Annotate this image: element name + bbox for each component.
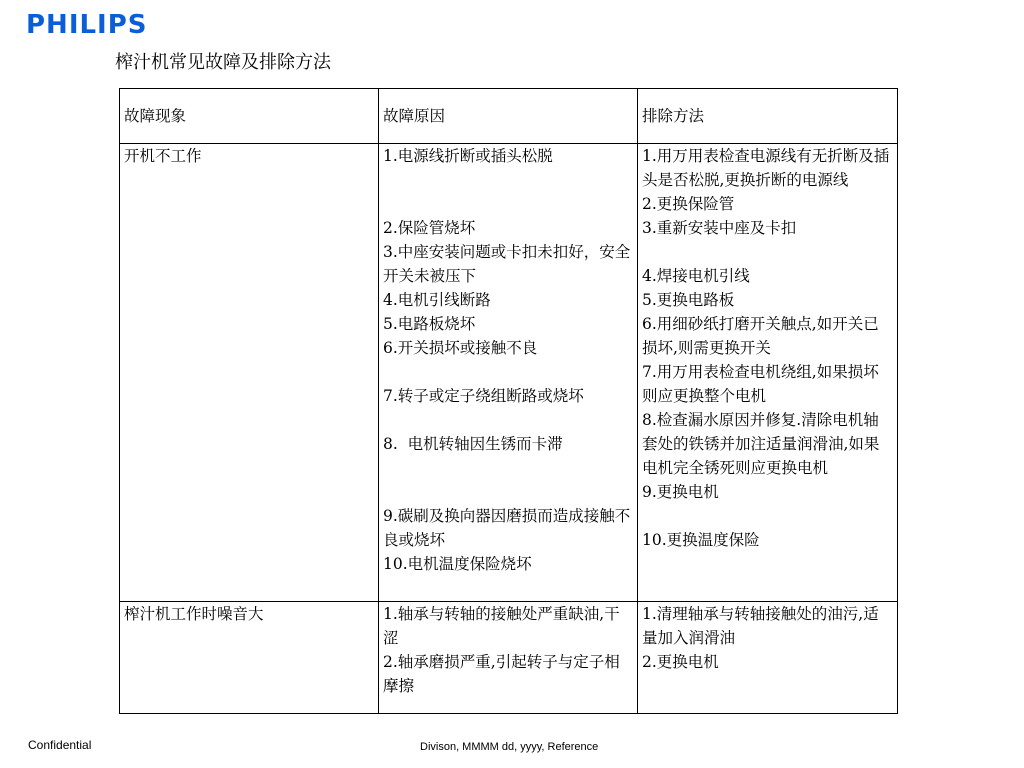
cause-line: 1.电源线折断或插头松脱 (383, 147, 553, 165)
remedy-line: 1.清理轴承与转轴接触处的油污,适量加入润滑油 (642, 605, 879, 647)
cause-line: 1.轴承与转轴的接触处严重缺油,干涩 (383, 605, 620, 647)
table-row (120, 602, 898, 714)
remedy-line: 9.更换电机 (642, 483, 719, 501)
remedy-line: 7.用万用表检查电机绕组,如果损坏则应更换整个电机 (642, 363, 879, 405)
remedy-line: 3.重新安装中座及卡扣 (642, 219, 797, 237)
cause-cell (379, 602, 638, 714)
spacer (383, 192, 633, 216)
remedy-line: 10.更换温度保险 (642, 531, 760, 549)
remedy-cell (638, 144, 898, 602)
page-title: 榨汁机常见故障及排除方法 (115, 52, 331, 73)
header-remedy: 排除方法 (638, 89, 898, 144)
cause-line: 9.碳刷及换向器因磨损而造成接触不良或烧坏 (383, 507, 631, 549)
spacer (383, 480, 633, 504)
remedy-line: 1.用万用表检查电源线有无折断及插头是否松脱,更换折断的电源线 (642, 147, 890, 189)
cause-line: 6.开关损坏或接触不良 (383, 339, 538, 357)
footer-reference: Divison, MMMM dd, yyyy, Reference (420, 741, 599, 753)
spacer (383, 168, 633, 192)
cause-line: 7.转子或定子绕组断路或烧坏 (383, 387, 584, 405)
cause-cell (379, 144, 638, 602)
symptom-cell: 开机不工作 (120, 144, 379, 602)
cause-line: 2.轴承磨损严重,引起转子与定子相摩擦 (383, 653, 620, 695)
cause-line: 4.电机引线断路 (383, 291, 491, 309)
symptom-cell: 榨汁机工作时噪音大 (120, 602, 379, 714)
header-cause: 故障原因 (379, 89, 638, 144)
remedy-line: 4.焊接电机引线 (642, 267, 750, 285)
remedy-line: 2.更换电机 (642, 653, 719, 671)
header-symptom: 故障现象 (120, 89, 379, 144)
cause-line: 2.保险管烧坏 (383, 219, 476, 237)
spacer (642, 240, 893, 264)
table-header-row (120, 89, 898, 144)
footer-confidential: Confidential (28, 738, 92, 752)
remedy-cell (638, 602, 898, 714)
fault-table (119, 88, 898, 714)
spacer (383, 408, 633, 432)
cause-line: 3.中座安装问题或卡扣未扣好，安全开关未被压下 (383, 243, 631, 285)
cause-line: 5.电路板烧坏 (383, 315, 476, 333)
remedy-line: 6.用细砂纸打磨开关触点,如开关已损坏,则需更换开关 (642, 315, 879, 357)
cause-line: 8. 电机转轴因生锈而卡滞 (383, 435, 563, 453)
spacer (642, 504, 893, 528)
cause-line: 10.电机温度保险烧坏 (383, 555, 532, 573)
remedy-line: 2.更换保险管 (642, 195, 735, 213)
remedy-line: 5.更换电路板 (642, 291, 735, 309)
remedy-line: 8.检查漏水原因并修复.清除电机轴套处的铁锈并加注适量润滑油,如果电机完全锈死则应更换电机 (642, 411, 880, 477)
table-row (120, 144, 898, 602)
spacer (383, 360, 633, 384)
philips-logo: PHILIPS (26, 10, 148, 40)
spacer (383, 456, 633, 480)
